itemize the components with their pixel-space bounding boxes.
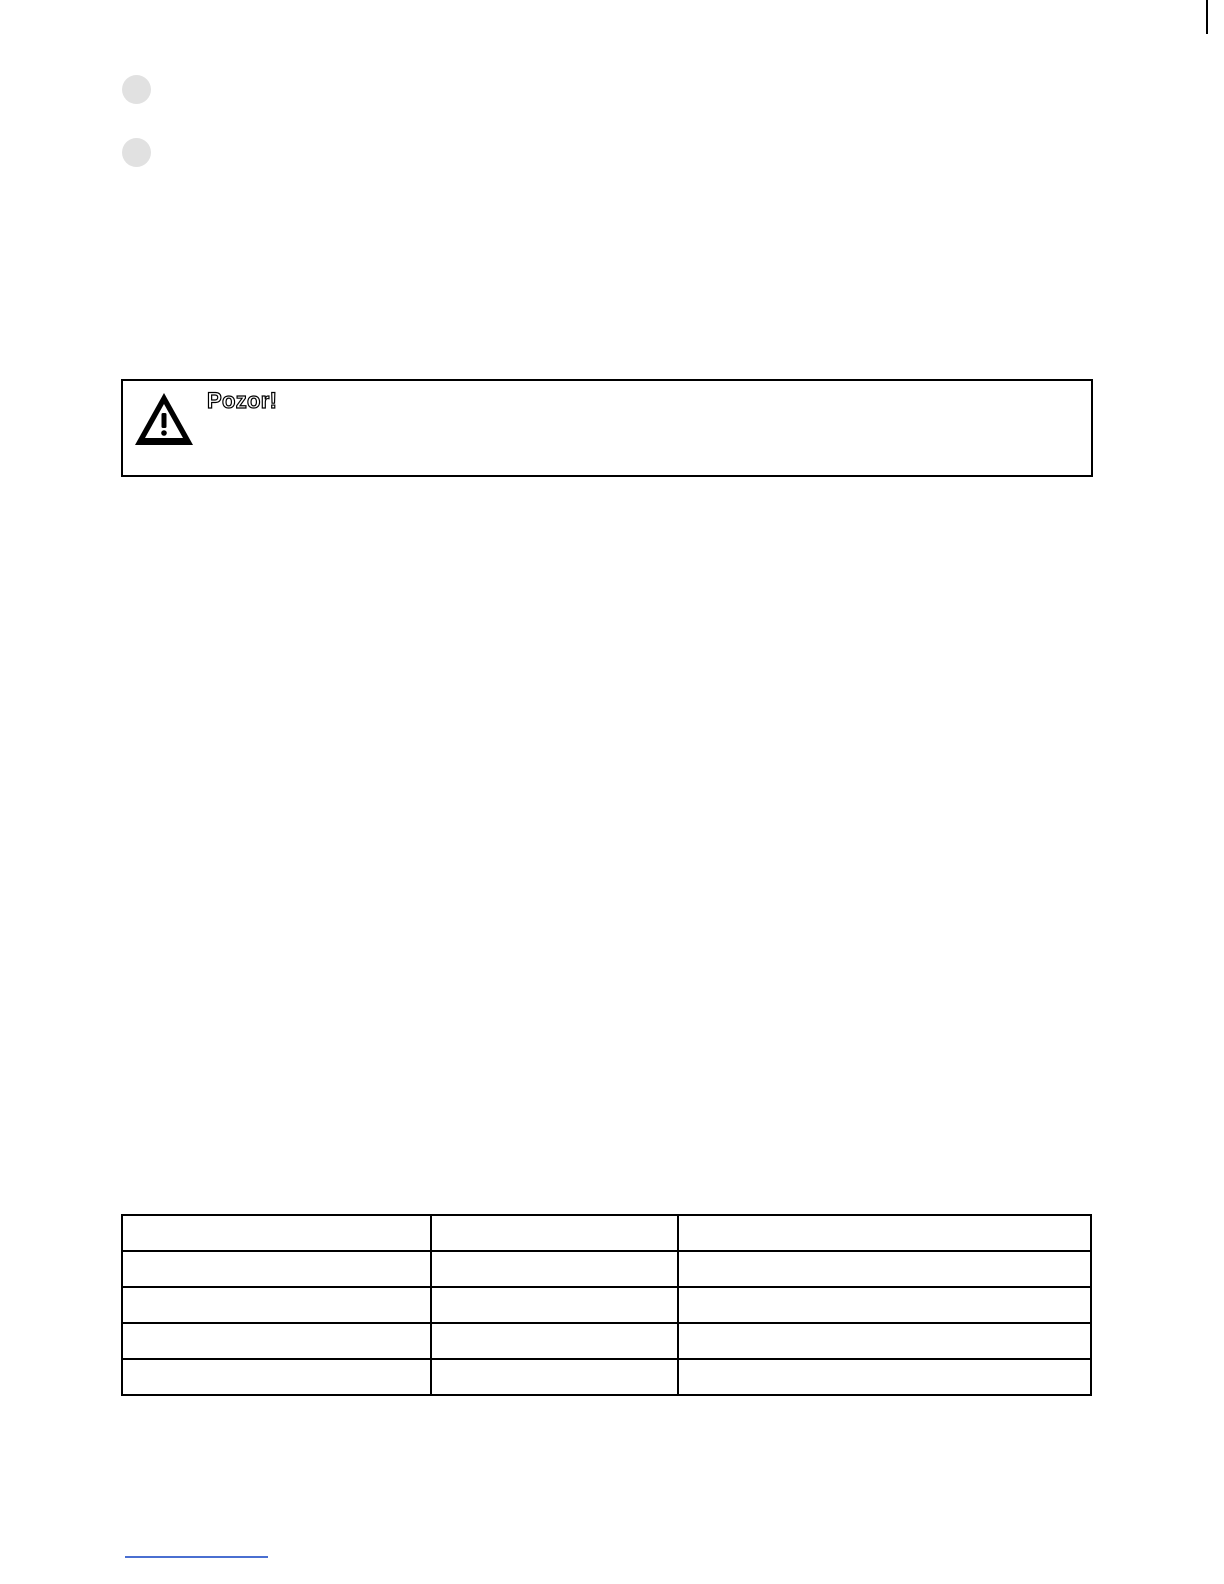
table-cell	[122, 1251, 431, 1287]
table-cell	[678, 1323, 1091, 1359]
table-row	[122, 1359, 1091, 1395]
warning-triangle-icon	[131, 389, 197, 449]
warning-box	[121, 379, 1093, 477]
table-cell	[431, 1287, 679, 1323]
table-cell	[678, 1359, 1091, 1395]
bullet-circle-icon	[122, 75, 151, 104]
page-edge-rule	[1206, 0, 1208, 34]
table-cell	[122, 1287, 431, 1323]
footer-link-underline[interactable]	[125, 1556, 268, 1558]
table-cell	[678, 1215, 1091, 1251]
table-cell	[431, 1323, 679, 1359]
warning-title: Pozor!	[207, 388, 278, 413]
table-cell	[431, 1251, 679, 1287]
table-cell	[431, 1359, 679, 1395]
table-row	[122, 1323, 1091, 1359]
bullet-circle-icon	[122, 138, 151, 167]
data-table	[121, 1214, 1092, 1396]
table-cell	[678, 1251, 1091, 1287]
table-cell	[431, 1215, 679, 1251]
table-cell	[678, 1287, 1091, 1323]
table-cell	[122, 1359, 431, 1395]
table-row	[122, 1215, 1091, 1251]
table-row	[122, 1287, 1091, 1323]
table-cell	[122, 1215, 431, 1251]
table-row	[122, 1251, 1091, 1287]
table-cell	[122, 1323, 431, 1359]
